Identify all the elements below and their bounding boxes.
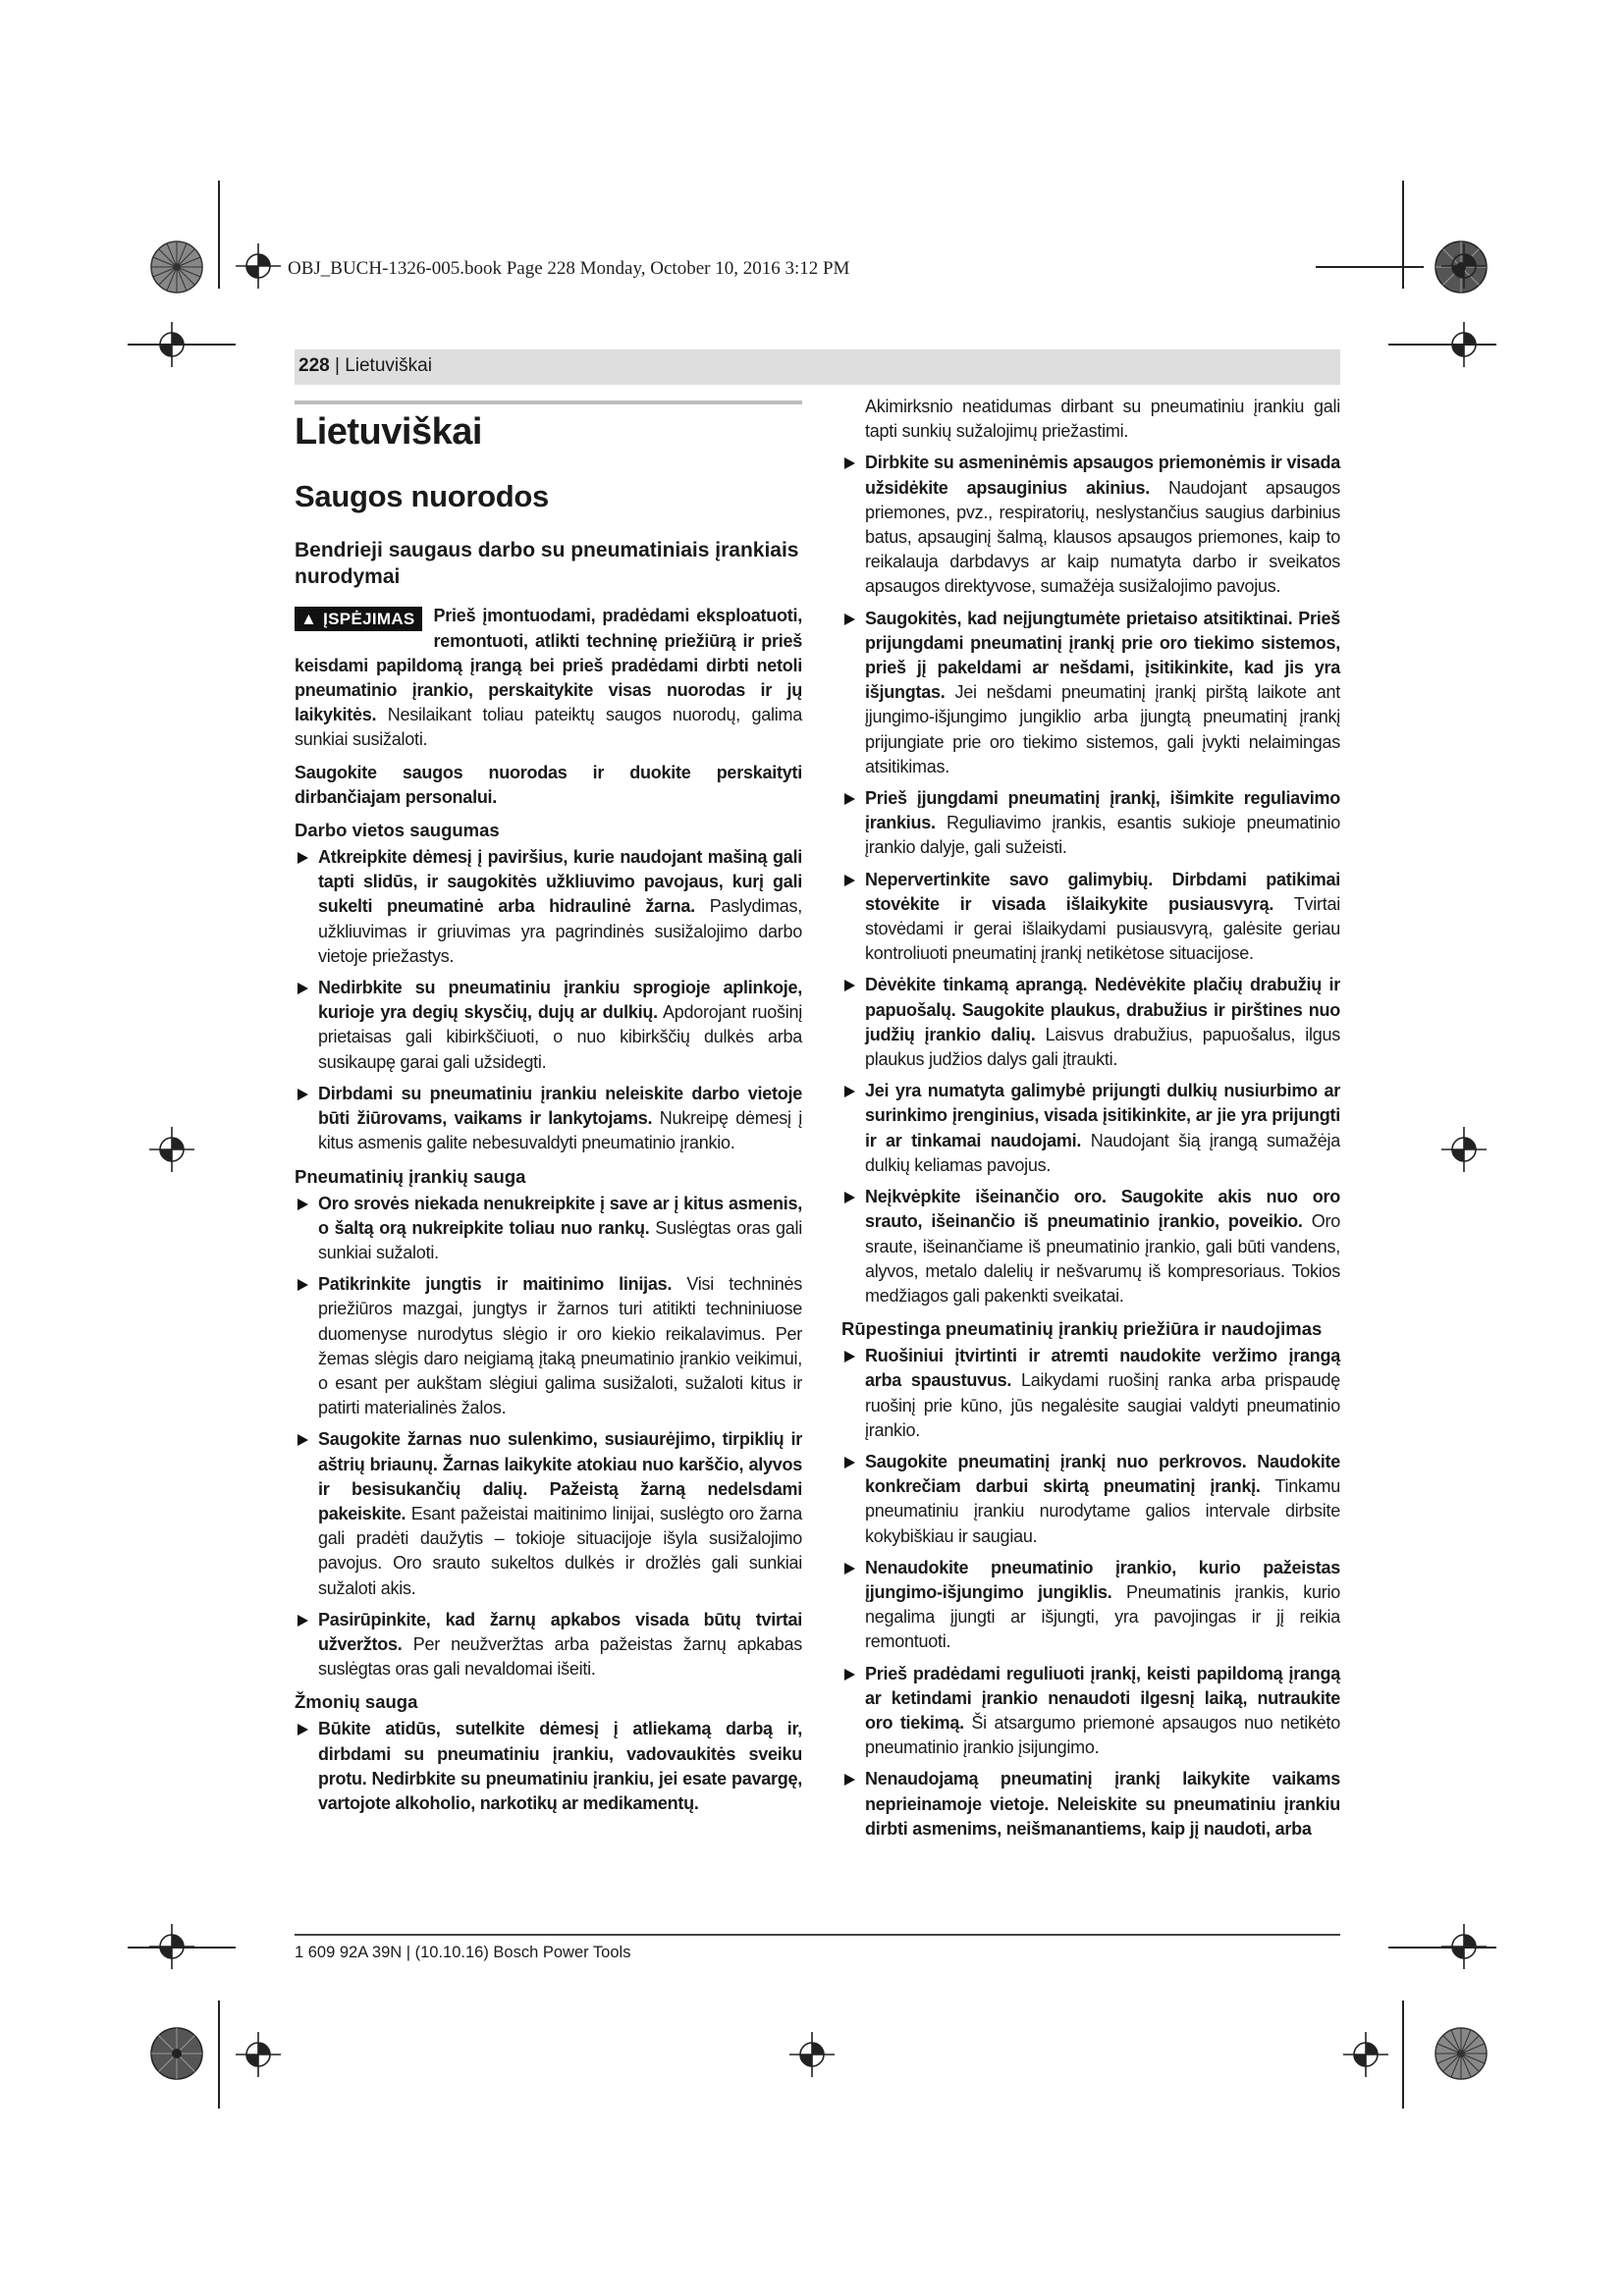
list-item [841, 1556, 1340, 1655]
item-bold: Prieš pradėdami reguliuoti įrankį, keisti papildomą įrangą ar ketindami įrankio nenaudoti ilgesnį laiką, nutraukite oro tiekimą. [865, 1663, 1340, 1733]
page-header [295, 349, 1340, 385]
item-bold: Saugokite žarnas nuo sulenkimo, susiaurėjimo, tirpiklių ir aštrių briaunų. Žarnas laikykite atokiau nuo karščio, alyvos ir besisukančių dalių. Pažeistą žarną nedelsdami pakeiskite. [318, 1429, 802, 1523]
item-text: Ši atsargumo priemonė apsaugos nuo netikėto pneumatinio įrankio įsijungimo. [865, 1712, 1340, 1758]
header-separator: | [329, 355, 346, 376]
crop-line [1402, 181, 1404, 289]
warning-block [295, 604, 802, 752]
section-title: Saugos nuorodos [295, 478, 550, 513]
book-info-line: OBJ_BUCH-1326-005.book Page 228 Monday, October 10, 2016 3:12 PM [288, 258, 850, 279]
registration-star-top-left [149, 240, 204, 294]
crosshair-mark-bottom-left [236, 2032, 281, 2077]
crosshair-mark-top-left [236, 243, 281, 289]
item-bold: Nenaudojamą pneumatinį įrankį laikykite vaikams neprieinamoje vietoje. Neleiskite su pneumatiniu įrankiu dirbti asmenims, neišmanantiems, kaip jį naudoti, arba [865, 1769, 1340, 1839]
warning-triangle-icon: ▲ [300, 610, 318, 629]
list-item [841, 868, 1340, 967]
item-text: Nukreipę dėmesį į kitus asmenis galite nebesuvaldyti pneumatinio įrankio. [318, 1108, 803, 1153]
item-text: Paslydimas, užkliuvimas ir griuvimas yra pagrindinės susižalojimo darbo vietoje priežastys. [318, 896, 802, 966]
crop-line [1388, 344, 1496, 346]
list-item [295, 845, 802, 969]
page-number: 228 [298, 355, 330, 376]
item-bold: Neįkvėpkite išeinančio oro. Saugokite akis nuo oro srauto, išeinančio iš pneumatinio įrankio, poveikio. [865, 1187, 1340, 1232]
header-language: Lietuviškai [345, 355, 432, 376]
item-text: Oro sraute, išeinančiame iš pneumatinio įrankio, gali būti vandens, alyvos, metalo dalelių ir nešvarumų iš kompresoriaus. Tokios medžiagos gali pakenkti sveikatai. [865, 1211, 1340, 1306]
list-item [295, 976, 802, 1075]
list-item [295, 1608, 802, 1682]
keep-instructions-note [295, 761, 802, 810]
warning-normal-text: Nesilaikant toliau pateiktų saugos nuorodų, galima sunkiai susižaloti. [295, 705, 802, 750]
list-item [841, 1450, 1340, 1549]
list-item [295, 1192, 802, 1266]
crop-line [128, 344, 236, 346]
warning-badge [295, 607, 422, 631]
list-item [841, 1185, 1340, 1308]
tool-safety-list [295, 1192, 802, 1682]
warning-badge-label: ĮSPĖJIMAS [323, 610, 415, 629]
left-column [295, 400, 802, 1823]
personal-safety-heading: Žmonių sauga [295, 1691, 418, 1713]
crosshair-mark-middle-right [1441, 1127, 1487, 1172]
warning-bold-text: Prieš įmontuodami, pradėdami eksploatuoti, remontuoti, atlikti techninę priežiūrą ir prieš keisdami papildomą įrangą bei prieš pradėdami dirbti netoli pneumatinio įrankio, perskaitykite visas nuorodas ir jų laikykitės. [295, 606, 802, 725]
item-text: Pneumatinis įrankis, kurio negalima įjungti ar išjungti, yra pavojingas ir jį reikia remontuoti. [865, 1581, 1340, 1652]
list-item [295, 1717, 802, 1816]
item-bold: Nenaudokite pneumatinio įrankio, kurio pažeistas įjungimo-išjungimo jungiklis. [865, 1557, 1340, 1602]
item-bold: Atkreipkite dėmesį į paviršius, kurie naudojant mašiną gali tapti slidūs, ir saugokitės užkliuvimo pavojaus, kurį gali sukelti pneumatinė arba hidraulinė žarna. [318, 847, 802, 917]
tool-safety-heading: Pneumatinių įrankių sauga [295, 1165, 526, 1187]
item-bold: Jei yra numatyta galimybė prijungti dulkių nusiurbimo ar surinkimo įrenginius, visada įsitikinkite, ar jie yra prijungti ir ar tinkamai naudojami. [865, 1081, 1340, 1150]
item-text: Esant pažeistai maitinimo linijai, suslėgto oro žarna gali pradėti daužytis – tokioje situacijoje išyla susižalojimo pavojus. Oro srauto sukeltos dulkės ir drožlės gali sunkiai sužaloti akis. [318, 1503, 802, 1598]
item-bold: Būkite atidūs, sutelkite dėmesį į atliekamą darbą ir, dirbdami su pneumatiniu įrankiu, vadovaukitės sveiku protu. Nedirbkite su pneumatiniu įrankiu, jei esate pavargę, vartojote alkoholio, narkotikų ar medikamentų. [318, 1719, 802, 1813]
item-bold: Oro srovės niekada nenukreipkite į save ar į kitus asmenis, o šaltą orą nukreipkite toliau nuo rankų. [318, 1193, 802, 1238]
item-bold: Dėvėkite tinkamą aprangą. Nedėvėkite plačių drabužių ir papuošalų. Saugokite plaukus, drabužius ir pirštines nuo judžių įrankio dalių. [865, 975, 1340, 1044]
personal-safety-list [295, 1717, 802, 1816]
careful-use-list [841, 1344, 1340, 1842]
item-text: Reguliavimo įrankis, esantis sukioje pneumatinio įrankio dalyje, gali sužeisti. [865, 813, 1340, 858]
crop-line [1316, 266, 1424, 268]
careful-use-heading: Rūpestinga pneumatinių įrankių priežiūra ir naudojimas [841, 1318, 1323, 1340]
list-item [841, 973, 1340, 1072]
list-item [841, 1767, 1340, 1842]
crosshair-mark-bottom-right [1343, 2032, 1388, 2077]
item-bold: Saugokitės, kad neįjungtumėte prietaiso atsitiktinai. Prieš prijungdami pneumatinį įrankį prie oro tiekimo sistemos, prieš jį pakeldami ar nešdami, įsitikinkite, kad jis yra išjungtas. [865, 608, 1340, 703]
crosshair-mark-bottom-center [789, 2032, 835, 2077]
item-bold: Prieš įjungdami pneumatinį įrankį, išimkite reguliavimo įrankius. [865, 788, 1340, 833]
item-text: Apdorojant ruošinį prietaisas gali kibirkščiuoti, o nuo kibirkščių dulkės arba susikaupę garai gali užsidegti. [318, 1002, 802, 1072]
page-header-text [298, 355, 432, 377]
subsection-title: Bendrieji saugaus darbo su pneumatiniais įrankiais nurodymai [295, 539, 799, 589]
item-text: Tinkamu pneumatiniu įrankiu nurodytame galios intervale dirbsite kokybiškiau ir saugiau. [865, 1476, 1341, 1546]
item-text: Tvirtai stovėdami ir gerai išlaikydami pusiausvyrą, galėsite geriau kontroliuoti pneumatinį įrankį netikėtose situacijose. [865, 893, 1340, 964]
item-bold: Dirbkite su asmeninėmis apsaugos priemonėmis ir visada užsidėkite apsauginius akinius. [865, 453, 1340, 498]
continuation-text: Akimirksnio neatidumas dirbant su pneumatiniu įrankiu gali tapti sunkių sužalojimų priežastimi. [865, 397, 1340, 442]
item-bold: Ruošiniui įtvirtinti ir atremti naudokite veržimo įrangą arba spaustuvus. [865, 1346, 1340, 1391]
page-title: Lietuviškai [295, 411, 482, 453]
title-rule [295, 400, 802, 404]
personal-safety-continued-list [841, 451, 1340, 1308]
crosshair-mark-top-right [1441, 243, 1487, 289]
list-item [841, 451, 1340, 599]
list-item [841, 1079, 1340, 1178]
footer-rule [295, 1934, 1340, 1936]
item-text: Naudojant šią įrangą sumažėja dulkių keliamas pavojus. [865, 1130, 1340, 1175]
keep-note-text: Saugokite saugos nuorodas ir duokite perskaityti dirbančiajam personalui. [295, 762, 802, 807]
crop-line [128, 1947, 236, 1949]
item-text: Per neužveržtas arba pažeistas žarnų apkabas suslėgtas oras gali nevaldomai išeiti. [318, 1633, 802, 1680]
crop-line [218, 2001, 220, 2109]
list-item [841, 1662, 1340, 1761]
item-bold: Dirbdami su pneumatiniu įrankiu neleiskite darbo vietoje būti žiūrovams, vaikams ir lankytojams. [318, 1083, 802, 1129]
page-footer: 1 609 92A 39N | (10.10.16) Bosch Power Tools [295, 1944, 631, 1961]
right-column [841, 395, 1340, 1848]
item-text: Visi techninės priežiūros mazgai, jungtys ir žarnos turi atitikti techniniuose duomenyse nurodytus slėgio ir oro kiekio reikalavimus. Per žemas slėgis daro neigiamą įtaką pneumatinio įrankio veikimui, o esant per aukštam slėgiui galima susižaloti, sužaloti kitus ir patirti materialinės žalos. [318, 1274, 802, 1418]
list-item [295, 1427, 802, 1600]
item-bold: Pasirūpinkite, kad žarnų apkabos visada būtų tvirtai užveržtos. [318, 1609, 802, 1654]
list-item [841, 786, 1340, 861]
list-item [841, 607, 1340, 779]
list-item [295, 1082, 802, 1156]
list-item [295, 1272, 802, 1420]
item-text: Suslėgtas oras gali sunkiai sužaloti. [318, 1217, 802, 1262]
crop-line [1388, 1947, 1496, 1949]
registration-star-bottom-left [149, 2026, 204, 2081]
crosshair-mark-middle-left [149, 1127, 194, 1172]
item-bold: Patikrinkite jungtis ir maitinimo linijas. [318, 1274, 673, 1295]
workplace-list [295, 845, 802, 1155]
item-bold: Nepervertinkite savo galimybių. Dirbdami patikimai stovėkite ir visada išlaikykite pusiausvyrą. [865, 869, 1340, 914]
workplace-heading: Darbo vietos saugumas [295, 820, 500, 841]
item-bold: Nedirbkite su pneumatiniu įrankiu sprogioje aplinkoje, kurioje yra degių skysčių, dujų ar dulkių. [318, 978, 802, 1023]
list-item [841, 1344, 1340, 1443]
crop-line [218, 181, 220, 289]
item-bold: Saugokite pneumatinį įrankį nuo perkrovos. Naudokite konkrečiam darbui skirtą pneumatinį įrankį. [865, 1451, 1340, 1497]
item-text: Naudojant apsaugos priemones, pvz., respiratorių, neslystančius saugius darbinius batus, apsauginį šalmą, klausos apsaugos priemones, kaip to reikalauja darbdavys ar kaip numatyta darbo ir sveikatos apsaugos direktyvose, sumažėja susižalojimo pavojus. [865, 477, 1340, 597]
registration-star-bottom-right [1434, 2026, 1489, 2081]
item-text: Jei nešdami pneumatinį įrankį pirštą laikote ant įjungimo-išjungimo jungiklio arba įjungtą pneumatinį įrankį prijungiate prie oro tiekimo sistemos, gali įvykti nelaimingas atsitikimas. [865, 682, 1340, 776]
crop-line [1402, 2001, 1404, 2109]
item-text: Laisvus drabužius, papuošalus, ilgus plaukus judžios dalys gali įtraukti. [865, 1024, 1340, 1070]
item-text: Laikydami ruošinį ranka arba prispaudę ruošinį prie kūno, jūs negalėsite saugiai valdyti pneumatinio įrankio. [865, 1370, 1340, 1440]
